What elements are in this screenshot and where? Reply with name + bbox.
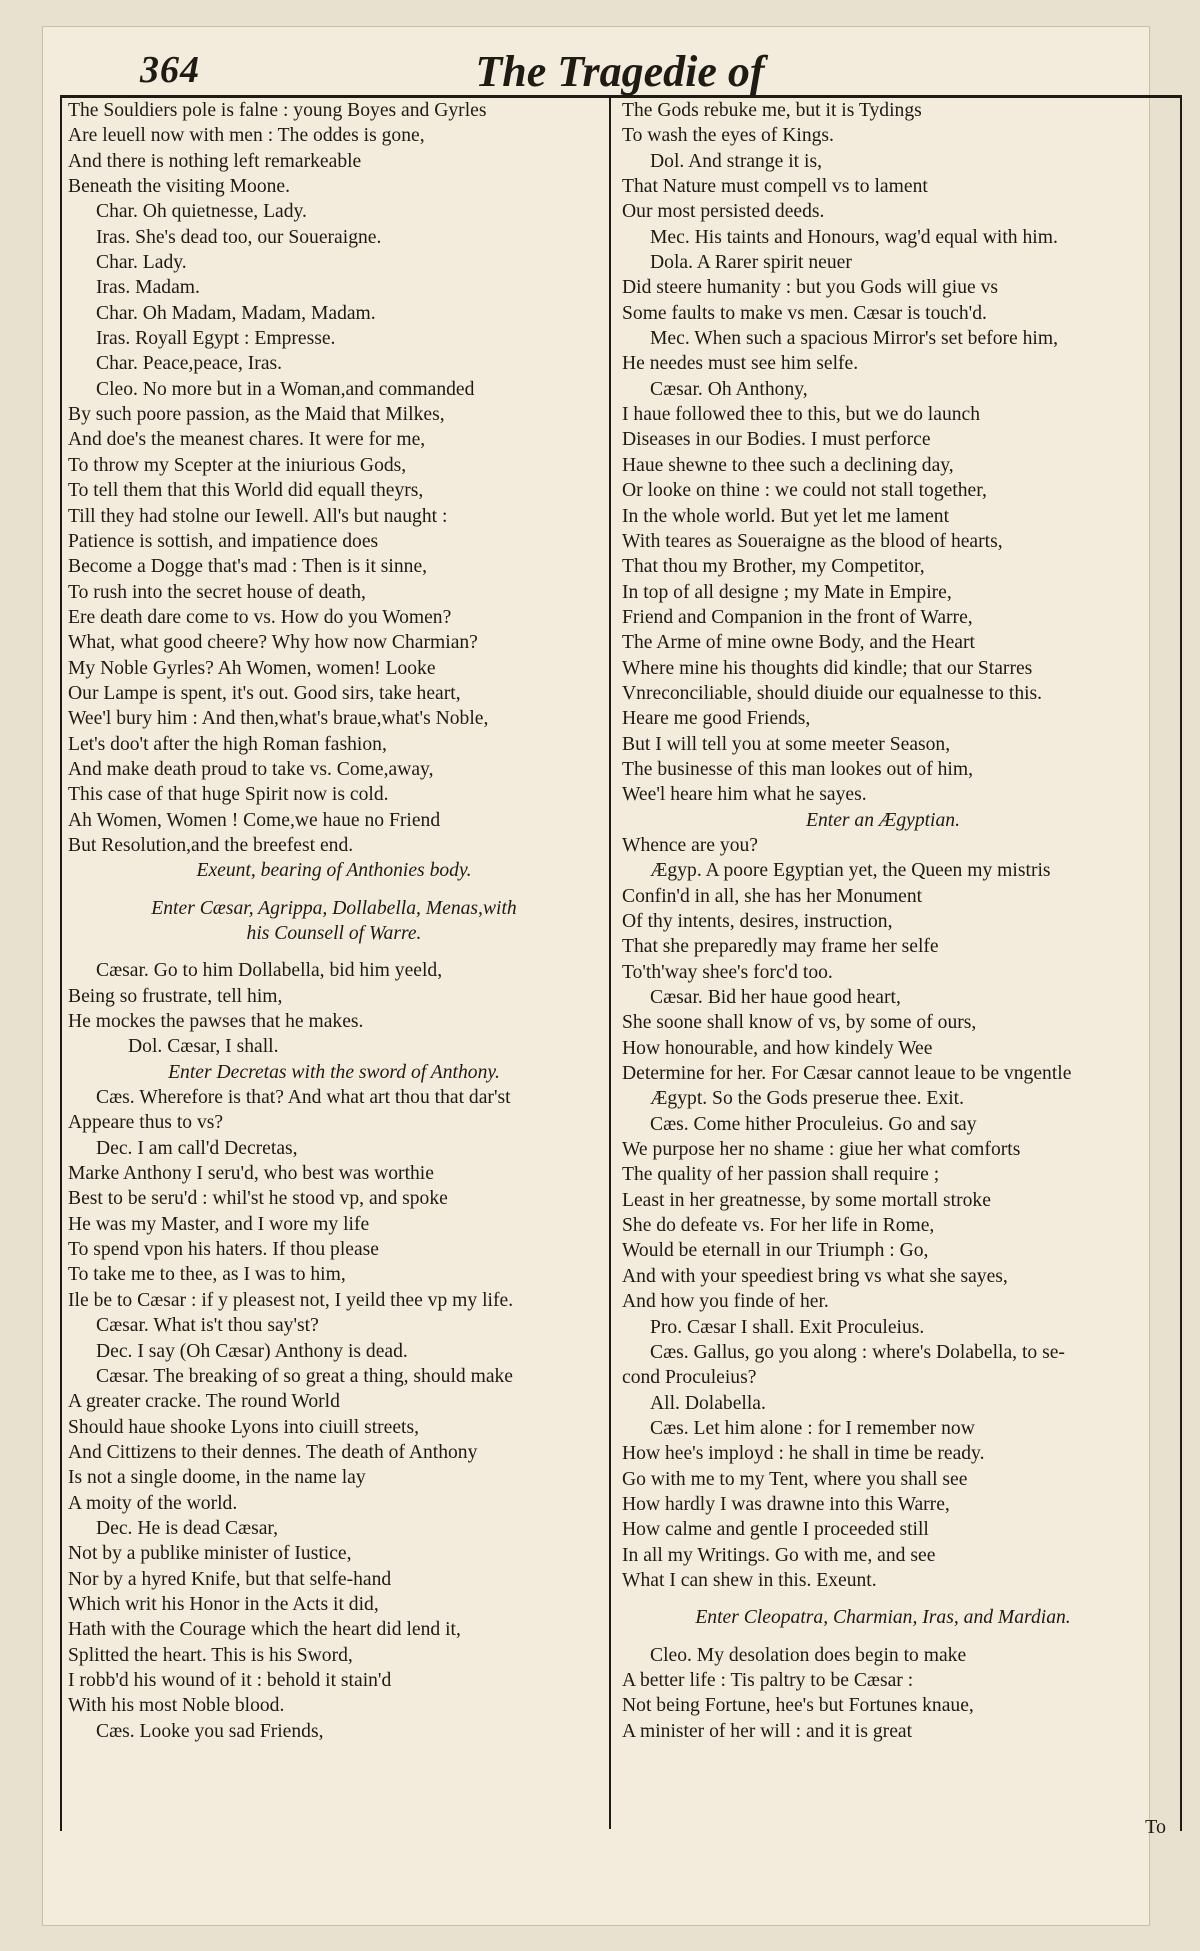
verse-line: Become a Dogge that's mad : Then is it sinne, <box>68 556 428 578</box>
verse-line: We purpose her no shame : giue her what comforts <box>622 1139 1021 1161</box>
verse-line: And Cittizens to their dennes. The death of Anthony <box>68 1441 478 1463</box>
verse-line: I robb'd his wound of it : behold it stain'd <box>68 1669 392 1691</box>
verse-line: Cæsar. Go to him Dollabella, bid him yeeld, <box>96 960 443 982</box>
verse-line: Ægyp. A poore Egyptian yet, the Queen my mistris <box>650 860 1051 882</box>
right-border-rule <box>1180 95 1182 1831</box>
left-border-rule <box>60 95 62 1831</box>
verse-line: Least in her greatnesse, by some mortall stroke <box>622 1189 991 1211</box>
verse-line: Cæsar. What is't thou say'st? <box>96 1315 319 1337</box>
verse-line: Our most persisted deeds. <box>622 201 825 223</box>
verse-line: And how you finde of her. <box>622 1291 829 1313</box>
stage-direction: Exeunt, bearing of Anthonies body. <box>196 860 472 882</box>
verse-line: How calme and gentle I proceeded still <box>622 1519 929 1541</box>
verse-line: She soone shall know of vs, by some of ours, <box>622 1012 977 1034</box>
verse-line: To wash the eyes of Kings. <box>622 125 834 147</box>
stage-direction: Enter Cleopatra, Charmian, Iras, and Mardian. <box>695 1607 1071 1629</box>
verse-line: All. Dolabella. <box>650 1392 766 1414</box>
verse-line: Not by a publike minister of Iustice, <box>68 1543 352 1565</box>
verse-line: A better life : Tis paltry to be Cæsar : <box>622 1669 914 1691</box>
verse-line: Heare me good Friends, <box>622 708 811 730</box>
verse-line: By such poore passion, as the Maid that Milkes, <box>68 404 445 426</box>
verse-line: How hardly I was drawne into this Warre, <box>622 1493 950 1515</box>
verse-line: Marke Anthony I seru'd, who best was worthie <box>68 1163 434 1185</box>
verse-line: Char. Peace,peace, Iras. <box>96 353 283 375</box>
verse-line: Appeare thus to vs? <box>68 1112 224 1134</box>
line-spacer <box>622 1593 1144 1605</box>
verse-line: To tell them that this World did equall theyrs, <box>68 480 424 502</box>
page-number: 364 <box>140 49 200 91</box>
verse-line: Splitted the heart. This is his Sword, <box>68 1644 353 1666</box>
verse-line: The Souldiers pole is falne : young Boyes and Gyrles <box>68 100 487 121</box>
verse-line: Dola. A Rarer spirit neuer <box>650 252 852 274</box>
verse-line: Iras. She's dead too, our Soueraigne. <box>96 226 382 248</box>
verse-line: Cæsar. Oh Anthony, <box>650 378 808 400</box>
verse-line: Cæs. Come hither Proculeius. Go and say <box>650 1113 977 1135</box>
verse-line: With teares as Soueraigne as the blood of hearts, <box>622 530 1003 552</box>
verse-line: In top of all designe ; my Mate in Empire, <box>622 581 952 603</box>
verse-line: In the whole world. But yet let me lament <box>622 505 950 527</box>
verse-line: Go with me to my Tent, where you shall see <box>622 1468 968 1490</box>
line-spacer <box>68 946 600 958</box>
verse-line: Should haue shooke Lyons into ciuill streets, <box>68 1416 420 1438</box>
verse-line: Our Lampe is spent, it's out. Good sirs, take heart, <box>68 682 461 704</box>
verse-line: Char. Oh quietnesse, Lady. <box>96 201 307 223</box>
verse-line: Dol. And strange it is, <box>650 150 822 172</box>
verse-line: Which writ his Honor in the Acts it did, <box>68 1593 379 1615</box>
verse-line: Cæsar. The breaking of so great a thing, should make <box>96 1365 514 1387</box>
verse-line: Determine for her. For Cæsar cannot leaue to be vngentle <box>622 1063 1072 1085</box>
verse-line: To'th'way shee's forc'd too. <box>622 961 833 983</box>
verse-line: Cleo. My desolation does begin to make <box>650 1644 967 1666</box>
verse-line: Let's doo't after the high Roman fashion, <box>68 733 387 755</box>
column-divider <box>609 95 611 1829</box>
verse-line: Cæs. Gallus, go you along : where's Dolabella, to se- <box>650 1341 1065 1363</box>
verse-line: Confin'd in all, she has her Monument <box>622 885 923 907</box>
verse-line: I haue followed thee to this, but we do launch <box>622 404 981 426</box>
verse-line: The Gods rebuke me, but it is Tydings <box>622 100 922 121</box>
verse-line: She do defeate vs. For her life in Rome, <box>622 1215 935 1237</box>
page-header <box>95 44 1145 94</box>
verse-line: To rush into the secret house of death, <box>68 581 366 603</box>
stage-direction: Enter Cæsar, Agrippa, Dollabella, Menas,with <box>151 897 517 919</box>
verse-line: He was my Master, and I wore my life <box>68 1213 370 1235</box>
verse-line: My Noble Gyrles? Ah Women, women! Looke <box>68 657 436 679</box>
verse-line: This case of that huge Spirit now is cold. <box>68 784 389 806</box>
stage-direction: Enter an Ægyptian. <box>805 809 960 831</box>
verse-line: Where mine his thoughts did kindle; that our Starres <box>622 657 1033 679</box>
verse-line: Being so frustrate, tell him, <box>68 985 283 1007</box>
verse-line: Not being Fortune, hee's but Fortunes knaue, <box>622 1695 974 1717</box>
running-title: The Tragedie of <box>475 47 765 96</box>
verse-line: What, what good cheere? Why how now Charmian? <box>68 632 478 654</box>
verse-line: The Arme of mine owne Body, and the Heart <box>622 632 975 654</box>
verse-line: That Nature must compell vs to lament <box>622 176 928 198</box>
verse-line: Are leuell now with men : The oddes is gone, <box>68 125 425 147</box>
verse-line: Cæs. Looke you sad Friends, <box>96 1720 324 1742</box>
verse-line: Mec. His taints and Honours, wag'd equal with him. <box>650 226 1058 248</box>
catchword: To <box>1145 1816 1166 1838</box>
verse-line: Wee'l bury him : And then,what's braue,what's Noble, <box>68 708 489 730</box>
verse-line: Iras. Royall Egypt : Empresse. <box>96 328 336 350</box>
verse-line: cond Proculeius? <box>622 1367 757 1389</box>
verse-line: To take me to thee, as I was to him, <box>68 1264 346 1286</box>
stage-direction: his Counsell of Warre. <box>246 923 422 944</box>
verse-line: How hee's imployd : he shall in time be ready. <box>622 1443 985 1465</box>
verse-line: To spend vpon his haters. If thou please <box>68 1239 379 1261</box>
verse-line: Would be eternall in our Triumph : Go, <box>622 1240 929 1262</box>
verse-line: Is not a single doome, in the name lay <box>68 1467 366 1489</box>
verse-line: A moity of the world. <box>68 1492 238 1514</box>
verse-line: Cæs. Wherefore is that? And what art thou that dar'st <box>96 1087 511 1109</box>
verse-line: The businesse of this man lookes out of him, <box>622 758 974 780</box>
verse-line: Vnreconciliable, should diuide our equalnesse to this. <box>622 682 1043 704</box>
verse-line: Dec. I am call'd Decretas, <box>96 1137 298 1159</box>
verse-line: Char. Oh Madam, Madam, Madam. <box>96 302 376 324</box>
verse-line: Or looke on thine : we could not stall together, <box>622 480 987 502</box>
verse-line: With his most Noble blood. <box>68 1695 285 1717</box>
verse-line: Diseases in our Bodies. I must perforce <box>622 429 931 451</box>
verse-line: A greater cracke. The round World <box>68 1391 340 1413</box>
verse-line: That thou my Brother, my Competitor, <box>622 556 925 578</box>
verse-line: He mockes the pawses that he makes. <box>68 1011 364 1033</box>
verse-line: Dec. I say (Oh Cæsar) Anthony is dead. <box>96 1340 408 1362</box>
verse-line: Cæsar. Bid her haue good heart, <box>650 987 901 1009</box>
verse-line: He needes must see him selfe. <box>622 353 859 375</box>
verse-line: Wee'l heare him what he sayes. <box>622 784 867 806</box>
verse-line: Till they had stolne our Iewell. All's but naught : <box>68 505 448 527</box>
verse-line: And with your speediest bring vs what she sayes, <box>622 1265 1008 1287</box>
left-column <box>68 98 600 1744</box>
verse-line: The quality of her passion shall require ; <box>622 1164 940 1186</box>
verse-line: And there is nothing left remarkeable <box>68 150 362 172</box>
verse-line: A minister of her will : and it is great <box>622 1720 913 1742</box>
verse-line: What I can shew in this. Exeunt. <box>622 1569 877 1591</box>
verse-line: Friend and Companion in the front of Warre, <box>622 606 973 628</box>
verse-line: Dol. Cæsar, I shall. <box>128 1036 279 1058</box>
verse-line: Ere death dare come to vs. How do you Women? <box>68 606 452 628</box>
verse-line: Haue shewne to thee such a declining day, <box>622 454 954 476</box>
verse-line: Some faults to make vs men. Cæsar is touch'd. <box>622 302 987 324</box>
verse-line: Hath with the Courage which the heart did lend it, <box>68 1619 461 1641</box>
verse-line: Of thy intents, desires, instruction, <box>622 911 893 932</box>
verse-line: And make death proud to take vs. Come,away, <box>68 758 434 780</box>
verse-line: Iras. Madam. <box>96 277 200 299</box>
verse-line: Ægypt. So the Gods preserue thee. Exit. <box>650 1088 964 1110</box>
verse-line: Whence are you? <box>622 834 758 856</box>
line-spacer <box>622 1631 1144 1643</box>
line-spacer <box>68 884 600 896</box>
verse-line: Best to be seru'd : whil'st he stood vp, and spoke <box>68 1188 448 1210</box>
verse-line: Cleo. No more but in a Woman,and commanded <box>96 378 475 400</box>
verse-line: How honourable, and how kindely Wee <box>622 1037 933 1059</box>
verse-line: Nor by a hyred Knife, but that selfe-hand <box>68 1568 392 1590</box>
verse-line: Pro. Cæsar I shall. Exit Proculeius. <box>650 1316 925 1338</box>
verse-line: Char. Lady. <box>96 252 187 274</box>
verse-line: Ah Women, Women ! Come,we haue no Friend <box>68 809 441 831</box>
verse-line: Mec. When such a spacious Mirror's set before him, <box>650 328 1058 350</box>
verse-line: And doe's the meanest chares. It were for me, <box>68 429 426 451</box>
verse-line: In all my Writings. Go with me, and see <box>622 1544 936 1566</box>
verse-line: But I will tell you at some meeter Season, <box>622 733 951 755</box>
stage-direction: Enter Decretas with the sword of Anthony. <box>168 1061 500 1083</box>
verse-line: Dec. He is dead Cæsar, <box>96 1517 279 1539</box>
verse-line: That she preparedly may frame her selfe <box>622 936 939 958</box>
verse-line: Patience is sottish, and impatience does <box>68 530 379 552</box>
verse-line: Beneath the visiting Moone. <box>68 176 291 198</box>
verse-line: Ile be to Cæsar : if y pleasest not, I yeild thee vp my life. <box>68 1289 514 1311</box>
verse-line: Did steere humanity : but you Gods will giue vs <box>622 277 999 299</box>
right-column <box>622 98 1144 1744</box>
verse-line: Cæs. Let him alone : for I remember now <box>650 1417 975 1439</box>
verse-line: To throw my Scepter at the iniurious Gods, <box>68 454 407 476</box>
verse-line: But Resolution,and the breefest end. <box>68 834 354 856</box>
